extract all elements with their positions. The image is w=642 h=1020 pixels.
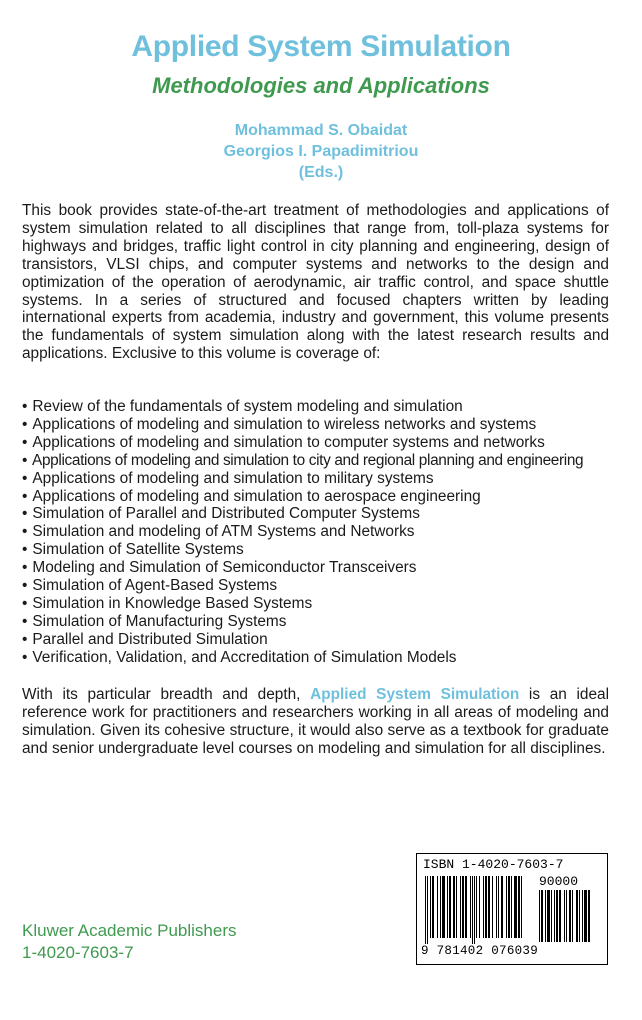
list-item: • Applications of modeling and simulation to military systems: [22, 470, 622, 488]
barcode-supplement-number: 90000: [539, 874, 579, 889]
barcode-bar: [576, 890, 578, 942]
list-item: • Modeling and Simulation of Semiconductor Transceivers: [22, 559, 622, 577]
barcode-bar: [496, 876, 497, 938]
barcode-bar: [582, 890, 583, 942]
barcode-bar: [556, 890, 558, 942]
publisher-name: Kluwer Academic Publishers: [22, 921, 237, 940]
barcode-bars: [425, 876, 537, 944]
barcode-bar: [430, 876, 431, 938]
barcode-bar: [584, 890, 587, 942]
barcode-bar: [465, 876, 467, 938]
barcode-bar: [506, 876, 507, 938]
barcode-bar: [432, 876, 434, 938]
barcode-bar: [472, 876, 473, 944]
barcode-ean-digits: 9 781402 076039: [421, 944, 539, 958]
list-item: • Simulation of Satellite Systems: [22, 541, 622, 559]
barcode-bar: [456, 876, 457, 938]
barcode-bar: [449, 876, 451, 938]
barcode-bar: [588, 890, 590, 942]
barcode-bar: [572, 890, 573, 942]
list-item: • Simulation of Agent-Based Systems: [22, 577, 622, 595]
barcode-bar: [511, 876, 512, 938]
barcode-bar: [453, 876, 455, 938]
barcode-bar: [551, 890, 552, 942]
barcode-bar: [492, 876, 493, 938]
list-item: • Parallel and Distributed Simulation: [22, 631, 622, 649]
barcode-bar: [476, 876, 477, 938]
barcode-bar: [521, 876, 522, 938]
barcode-isbn-label: ISBN 1-4020-7603-7: [423, 857, 564, 872]
list-item: • Applications of modeling and simulation to computer systems and networks: [22, 434, 622, 452]
barcode-bar: [545, 890, 546, 942]
barcode-bar: [462, 876, 464, 938]
list-item: • Simulation of Parallel and Distributed Computer Systems: [22, 505, 622, 523]
barcode-bar: [440, 876, 441, 938]
list-item: • Review of the fundamentals of system modeling and simulation: [22, 398, 622, 416]
barcode-bar: [554, 890, 555, 942]
barcode-bar: [514, 876, 517, 938]
barcode-bar: [488, 876, 490, 938]
barcode-bar: [470, 876, 471, 938]
list-item: • Verification, Validation, and Accreditation of Simulation Models: [22, 649, 622, 667]
closing-text-start: With its particular breadth and depth,: [22, 686, 311, 703]
barcode-bar: [442, 876, 445, 938]
barcode-bar: [460, 876, 461, 938]
publisher-isbn: 1-4020-7603-7: [22, 943, 134, 962]
barcode-bar: [437, 876, 438, 938]
description-paragraph: This book provides state-of-the-art treatment of methodologies and applications of system simulation related to all disciplines that range from, toll-plaza systems for highways and bridges, traffic light control in city planning and engineering, design of transistors, VLSI chips, and computer systems and networks to the design and optimization of the operation of aerodynamic, air traffic control, and space shuttle systems. In a series of structured and focused chapters written by leading international experts from academia, industry and government, this volume presents the fundamentals of system simulation along with the latest research results and applications. Exclusive to this volume is coverage of:: [22, 202, 609, 363]
list-item: • Simulation of Manufacturing Systems: [22, 613, 622, 631]
barcode-bar: [541, 890, 543, 942]
book-title-highlight: Applied System Simulation: [310, 686, 520, 703]
barcode-bar: [425, 876, 426, 944]
list-item: • Simulation and modeling of ATM Systems and Networks: [22, 523, 622, 541]
barcode-bar: [564, 890, 565, 942]
book-subtitle: Methodologies and Applications: [152, 73, 490, 98]
barcode-bar: [427, 876, 428, 944]
barcode-supplement-bars: [539, 890, 599, 942]
barcode-bar: [579, 890, 580, 942]
list-item: • Applications of modeling and simulation to wireless networks and systems: [22, 416, 622, 434]
barcode-bar: [539, 890, 540, 942]
barcode-bar: [508, 876, 510, 938]
closing-text-end: is an ideal reference work for practitioners and researchers working in all areas of modeling and simulation. Given its cohesive structure, it would also serve as a textbook for graduate and senior undergraduate level courses on modeling and simulation for all disciplines.: [22, 686, 609, 757]
barcode-bar: [483, 876, 484, 938]
barcode-bar: [569, 890, 571, 942]
barcode-bar: [447, 876, 448, 938]
barcode-bar: [485, 876, 487, 938]
list-item: • Simulation in Knowledge Based Systems: [22, 595, 622, 613]
editor-name-1: Mohammad S. Obaidat: [234, 122, 408, 139]
book-title: Applied System Simulation: [131, 30, 511, 63]
barcode-bar: [479, 876, 480, 938]
feature-list: [22, 398, 622, 667]
barcode: [416, 853, 608, 965]
list-item: • Applications of modeling and simulation to city and regional planning and engineering: [22, 452, 622, 470]
editor-name-2: Georgios I. Papadimitriou: [223, 143, 419, 160]
barcode-bar: [501, 876, 503, 938]
barcode-bar: [518, 876, 520, 938]
closing-paragraph: [22, 686, 609, 758]
editors-label: (Eds.): [298, 164, 344, 181]
list-item: • Applications of modeling and simulation to aerospace engineering: [22, 488, 622, 506]
barcode-bar: [566, 890, 567, 942]
barcode-bar: [498, 876, 499, 938]
barcode-bar: [559, 890, 561, 942]
barcode-bar: [547, 890, 550, 942]
barcode-bar: [474, 876, 475, 944]
